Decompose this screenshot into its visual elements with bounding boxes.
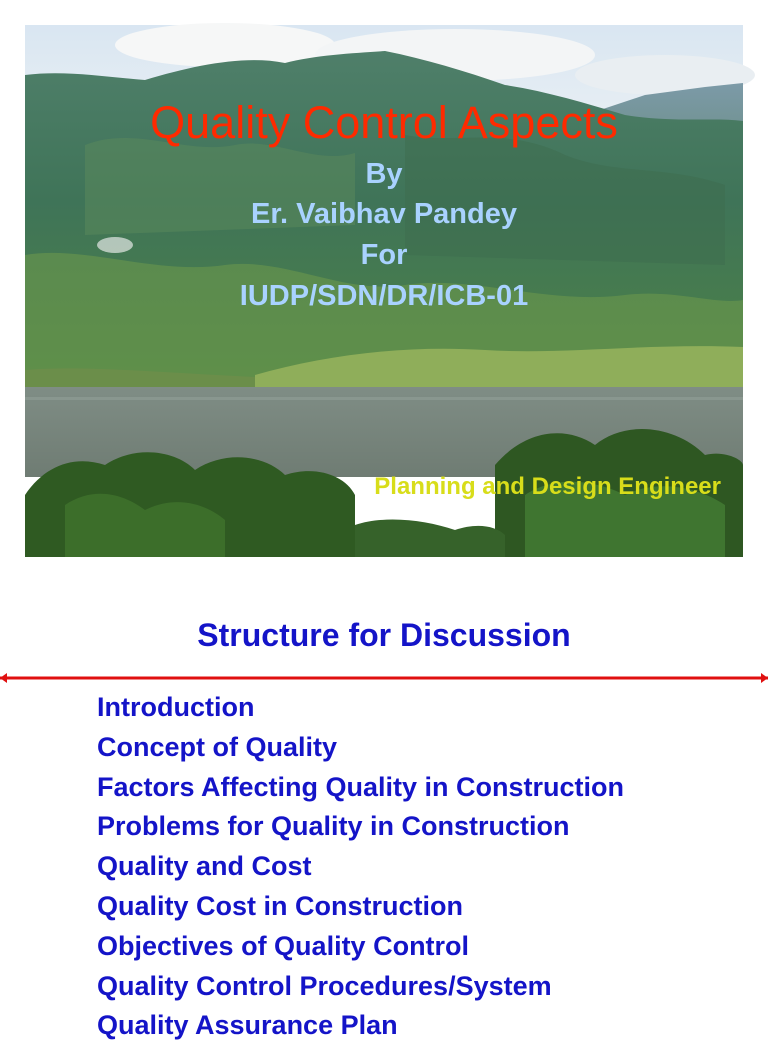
- project-code: IUDP/SDN/DR/ICB-01: [239, 280, 529, 312]
- agenda-item: Quality Assurance Plan: [97, 1010, 398, 1041]
- agenda-item: Quality Cost in Construction: [97, 890, 464, 921]
- agenda-item: Concept of Quality: [97, 731, 338, 762]
- author-role: Planning and Design Engineer: [374, 473, 721, 500]
- author-name: Er. Vaibhav Pandey: [251, 198, 517, 230]
- agenda-list: [97, 688, 624, 1046]
- agenda-item: Quality Control Procedures/System: [97, 970, 552, 1001]
- by-label: By: [365, 158, 403, 190]
- agenda-item: Quality and Cost: [97, 851, 312, 882]
- heading-divider: [0, 671, 768, 685]
- for-label: For: [360, 239, 408, 271]
- slide-title: Quality Control Aspects: [150, 97, 618, 148]
- title-slide: [25, 25, 743, 557]
- agenda-item: Factors Affecting Quality in Construction: [97, 771, 625, 802]
- agenda-item: Problems for Quality in Construction: [97, 811, 570, 842]
- agenda-item: Objectives of Quality Control: [97, 930, 470, 961]
- section-heading: Structure for Discussion: [197, 617, 571, 653]
- agenda-item: Introduction: [97, 692, 255, 722]
